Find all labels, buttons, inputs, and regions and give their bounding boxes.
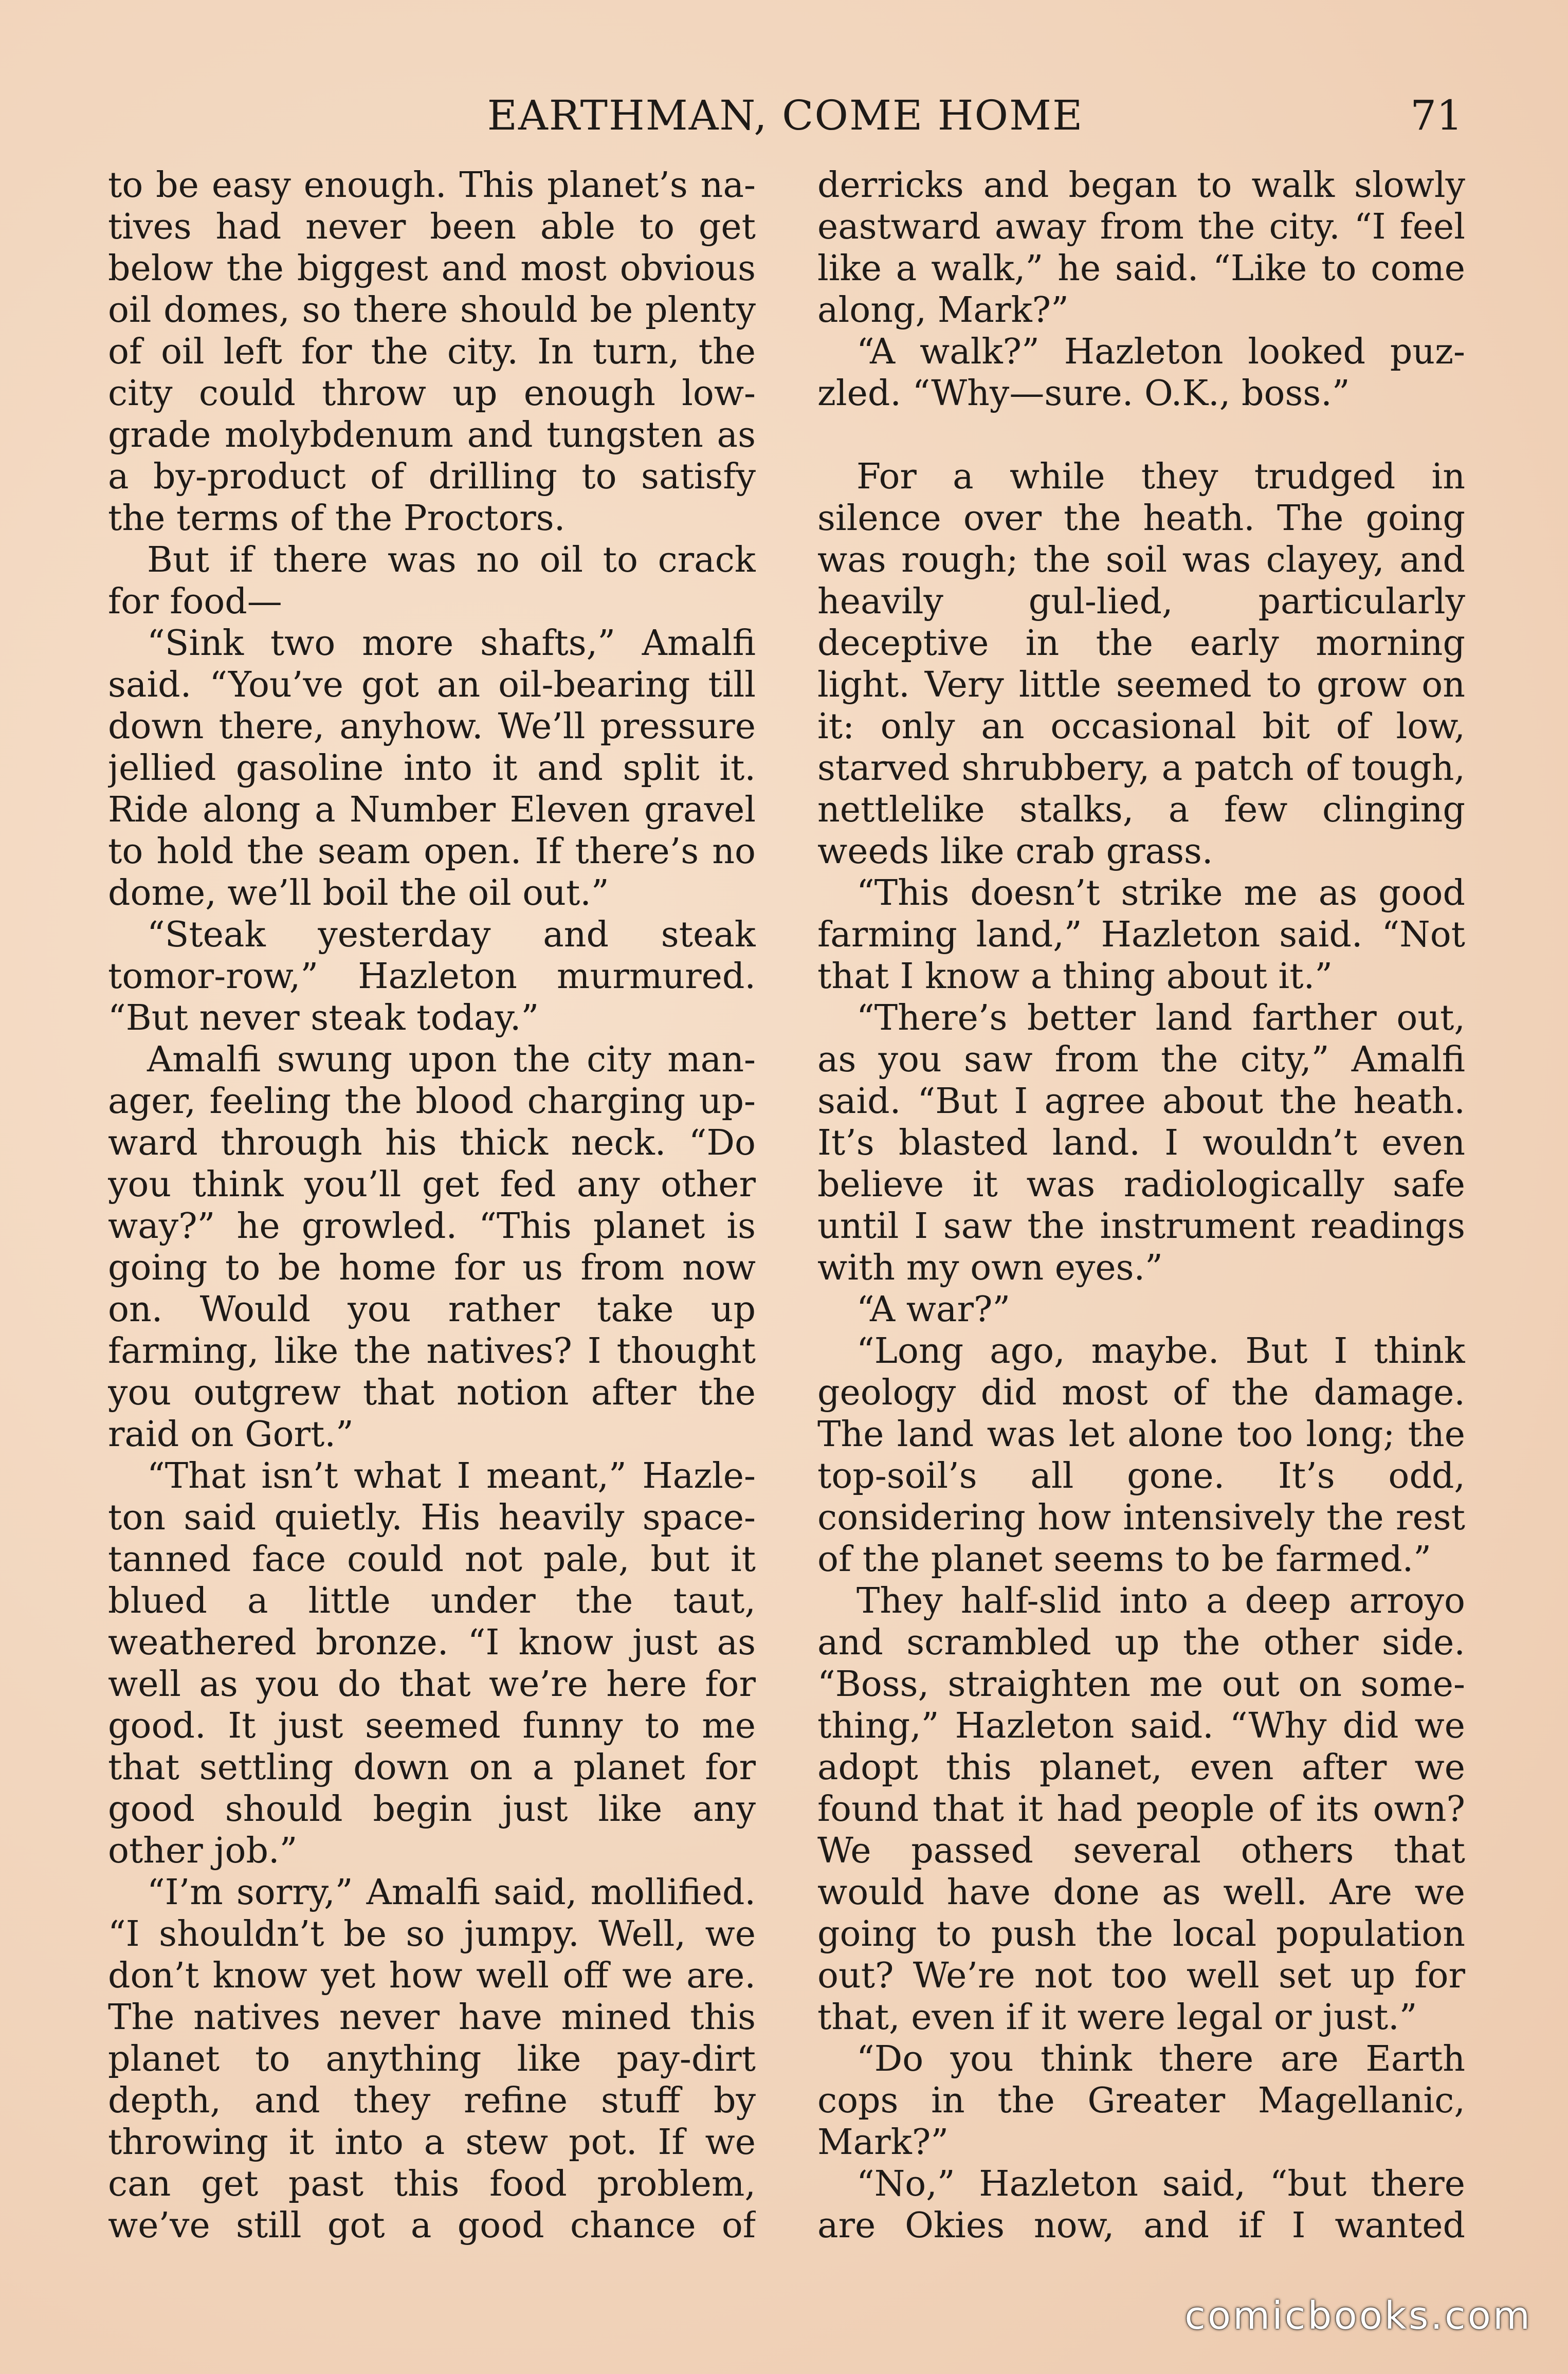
running-title: EARTHMAN, COME HOME [487, 92, 1084, 139]
paragraph: They half-slid into a deep arroyo and scrambled up the other side. “Boss, straighten me out on some-thing,” Hazleton said. “Why did we adopt this planet, even after we found that it had people of its own? We passed several others that would have done as well. Are we going to push the local population out? We’re not too well set up for that, even if it were legal or just.” [817, 1581, 1465, 2038]
page-number: 71 [1410, 92, 1463, 139]
paragraph: Amalfi swung upon the city man-ager, feeling the blood charging up-ward through his thick neck. “Do you think you’ll get fed any other way?” he growled. “This planet is going to be home for us from now on. Would you rather take up farming, like the natives? I thought you outgrew that notion after the raid on Gort.” [108, 1039, 756, 1455]
paragraph: “A war?” [856, 1289, 1011, 1330]
left-column [108, 165, 756, 2247]
paragraph: “Do you think there are Earth cops in the Greater Magellanic, Mark?” [817, 2039, 1465, 2163]
paragraph: For a while they trudged in silence over the heath. The going was rough; the soil was clayey, and heavily gul-lied, particularly deceptive in the early morning light. Very little seemed to grow on it: only an occasional bit of low, starved shrubbery, a patch of tough, nettlelike stalks, a few clinging weeds like crab grass. [817, 456, 1465, 872]
paragraph: “A walk?” Hazleton looked puz-zled. “Why—sure. O.K., boss.” [817, 332, 1465, 414]
paragraph: “Steak yesterday and steak tomor-row,” Hazleton murmured. “But never steak today.” [108, 915, 756, 1038]
paragraph: “That isn’t what I meant,” Hazle-ton said quietly. His heavily space-tanned face could not pale, but it blued a little under the taut, weathered bronze. “I know just as well as you do that we’re here for good. It just seemed funny to me that settling down on a planet for good should begin just like any other job.” [108, 1456, 756, 1871]
paragraph: “This doesn’t strike me as good farming land,” Hazleton said. “Not that I know a thing about it.” [817, 873, 1465, 997]
paragraph: “Long ago, maybe. But I think geology did most of the damage. The land was let alone too long; the top-soil’s all gone. It’s odd, considering how intensively the rest of the planet seems to be farmed.” [817, 1331, 1465, 1580]
paragraph: “I’m sorry,” Amalfi said, mollified. “I shouldn’t be so jumpy. Well, we don’t know yet how well off we are. The natives never have mined this planet to anything like pay-dirt depth, and they refine stuff by throwing it into a stew pot. If we can get past this food problem, we’ve still got a good chance of [108, 1872, 756, 2246]
paragraph: “No,” Hazleton said, “but there are Okies now, and if I wanted [817, 2164, 1465, 2246]
paragraph: “There’s better land farther out, as you saw from the city,” Amalfi said. “But I agree about the heath. It’s blasted land. I wouldn’t even believe it was radiologically safe until I saw the instrument readings with my own eyes.” [817, 998, 1465, 1288]
right-column [817, 165, 1465, 2247]
running-header [108, 87, 1463, 144]
paragraph: derricks and began to walk slowly eastward away from the city. “I feel like a walk,” he said. “Like to come along, Mark?” [817, 165, 1465, 331]
paragraph: “Sink two more shafts,” Amalfi said. “You’ve got an oil-bearing till down there, anyhow. We’ll pressure jellied gasoline into it and split it. Ride along a Number Eleven gravel to hold the seam open. If there’s no dome, we’ll boil the oil out.” [108, 623, 756, 914]
paragraph: to be easy enough. This planet’s na-tives had never been able to get below the biggest and most obvious oil domes, so there should be plenty of oil left for the city. In turn, the city could throw up enough low-grade molybdenum and tungsten as a by-product of drilling to satisfy the terms of the Proctors. [108, 165, 756, 539]
watermark: comicbooks.com [1184, 2294, 1532, 2338]
paragraph: But if there was no oil to crack for food— [108, 540, 756, 622]
text-columns [108, 165, 1465, 2247]
